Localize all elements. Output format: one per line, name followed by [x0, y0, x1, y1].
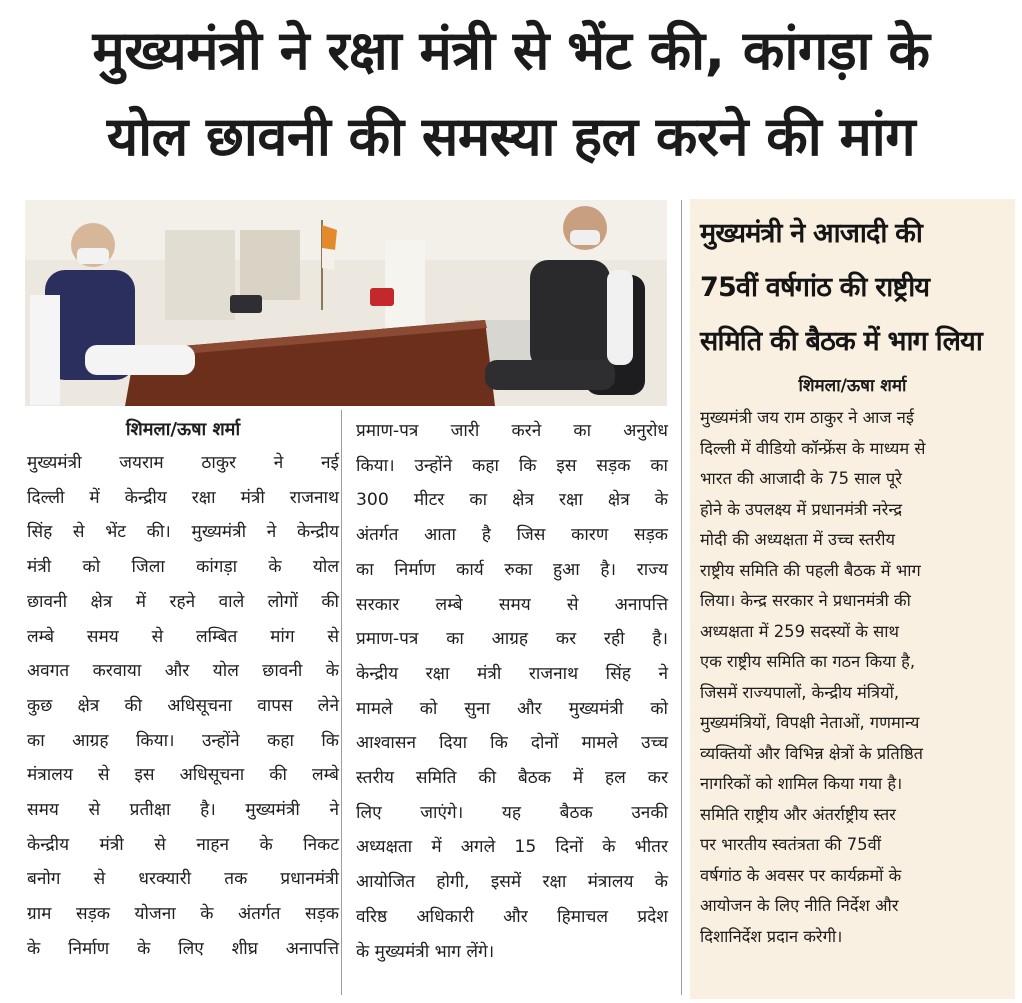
column-1-line: लम्बे समय से लम्बित मांग से — [27, 626, 339, 647]
column-1-line: दिल्ली में केन्द्रीय रक्षा मंत्री राजनाथ — [27, 487, 339, 508]
headline-line-2: योल छावनी की समस्या हल करने की मांग — [106, 105, 916, 168]
column-2-line: अंतर्गत आता है जिस कारण सड़क — [356, 525, 668, 546]
column-1-line: समय से प्रतीक्षा है। मुख्यमंत्री ने — [27, 800, 339, 821]
article-headline — [0, 8, 1022, 180]
article-column-2 — [356, 414, 668, 969]
column-2-line: का निर्माण कार्य रुका हुआ है। राज्य — [356, 559, 668, 580]
sidebar-story — [690, 199, 1015, 999]
column-2-line: प्रमाण-पत्र जारी करने का अनुरोध — [356, 421, 668, 441]
article-column-1 — [27, 414, 339, 967]
column-2-line: स्तरीय समिति की बैठक में हल कर — [356, 768, 668, 789]
column-2-line: के मुख्यमंत्री भाग लेंगे। — [356, 941, 495, 962]
column-2-line: मामले को सुना और मुख्यमंत्री को — [356, 698, 668, 719]
sidebar-line: दिशानिर्देश प्रदान करेगी। — [700, 926, 843, 946]
column-2-line: सरकार लम्बे समय से अनापत्ति — [356, 594, 668, 615]
column-1-line: के निर्माण के लिए शीघ्र अनापत्ति — [27, 938, 339, 959]
column-2-line: प्रमाण-पत्र का आग्रह कर रही है। — [356, 629, 668, 650]
sidebar-line: व्यक्तियों और विभिन्न क्षेत्रों के प्रतिष्ठित — [700, 743, 924, 763]
column-2-line: आश्वासन दिया कि दोनों मामले उच्च — [356, 733, 668, 754]
sidebar-line: राष्ट्रीय समिति की पहली बैठक में भाग — [700, 560, 921, 580]
column-divider-2 — [681, 200, 682, 995]
sidebar-line: होने के उपलक्ष्य में प्रधानमंत्री नरेन्द्र — [700, 499, 903, 519]
column-1-line: मुख्यमंत्री जयराम ठाकुर ने नई — [27, 453, 339, 473]
column-1-line: केन्द्रीय मंत्री से नाहन के निकट — [27, 834, 339, 855]
sidebar-line: पर भारतीय स्वतंत्रता की 75वीं — [700, 835, 881, 854]
column-1-line: बनोग से धरक्यारी तक प्रधानमंत्री — [27, 869, 339, 890]
column-2-line: 300 मीटर का क्षेत्र रक्षा क्षेत्र के — [356, 490, 668, 511]
sidebar-line: आयोजन के लिए नीति निर्देश और — [700, 896, 899, 915]
column-2-line: अध्यक्षता में अगले 15 दिनों के भीतर — [356, 837, 668, 858]
column-2-line: आयोजित होगी, इसमें रक्षा मंत्रालय के — [356, 872, 668, 893]
sidebar-line: जिसमें राज्यपालों, केन्द्रीय मंत्रियों, — [700, 682, 900, 702]
sidebar-line: मुख्यमंत्री जय राम ठाकुर ने आज नई — [700, 408, 914, 427]
sidebar-line: समिति राष्ट्रीय और अंतर्राष्ट्रीय स्तर — [700, 804, 896, 824]
column-1-line: सिंह से भेंट की। मुख्यमंत्री ने केन्द्रीय — [27, 522, 339, 543]
sidebar-byline: शिमला/ऊषा शर्मा — [798, 376, 907, 396]
sidebar-line: मोदी की अध्यक्षता में उच्च स्तरीय — [700, 530, 895, 549]
sidebar-line: वर्षगांठ के अवसर पर कार्यक्रमों के — [700, 865, 902, 885]
column-1-line: छावनी क्षेत्र में रहने वाले लोगों की — [27, 591, 339, 612]
sidebar-headline — [700, 207, 1005, 369]
column-2-line: किया। उन्होंने कहा कि इस सड़क का — [356, 455, 668, 476]
headline-line-1: मुख्यमंत्री ने रक्षा मंत्री से भेंट की, कांगड़ा के — [92, 19, 930, 82]
article-byline: शिमला/ऊषा शर्मा — [125, 419, 241, 440]
column-2-line: लिए जाएंगे। यह बैठक उनकी — [356, 802, 668, 823]
column-1-line: मंत्रालय से इस अधिसूचना की लम्बे — [27, 765, 339, 786]
sidebar-headline-line: 75वीं वर्षगांठ की राष्ट्रीय — [700, 272, 930, 303]
column-1-line: ग्राम सड़क योजना के अंतर्गत सड़क — [27, 904, 339, 925]
sidebar-headline-line: समिति की बैठक में भाग लिया — [700, 326, 983, 357]
column-divider-1 — [341, 410, 342, 995]
column-2-line: वरिष्ठ अधिकारी और हिमाचल प्रदेश — [356, 906, 668, 927]
column-1-line: मंत्री को जिला कांगड़ा के योल — [27, 557, 339, 578]
sidebar-line: मुख्यमंत्रियों, विपक्षी नेताओं, गणमान्य — [700, 713, 920, 732]
column-1-line: अवगत करवाया और योल छावनी के — [27, 661, 339, 682]
column-1-line: का आग्रह किया। उन्होंने कहा कि — [27, 730, 339, 751]
column-2-line: केन्द्रीय रक्षा मंत्री राजनाथ सिंह ने — [356, 663, 668, 684]
sidebar-line: अध्यक्षता में 259 सदस्यों के साथ — [700, 621, 899, 641]
column-1-line: कुछ क्षेत्र की अधिसूचना वापस लेने — [27, 695, 339, 716]
news-photo — [25, 200, 667, 406]
sidebar-line: एक राष्ट्रीय समिति का गठन किया है, — [700, 652, 916, 671]
sidebar-line: लिया। केन्द्र सरकार ने प्रधानमंत्री की — [700, 591, 911, 610]
sidebar-line: भारत की आजादी के 75 साल पूरे — [700, 469, 902, 488]
sidebar-body — [700, 403, 1005, 952]
sidebar-line: दिल्ली में वीडियो कॉन्फ्रेंस के माध्यम से — [700, 438, 926, 458]
sidebar-line: नागरिकों को शामिल किया गया है। — [700, 774, 903, 793]
sidebar-headline-line: मुख्यमंत्री ने आजादी की — [700, 218, 923, 249]
